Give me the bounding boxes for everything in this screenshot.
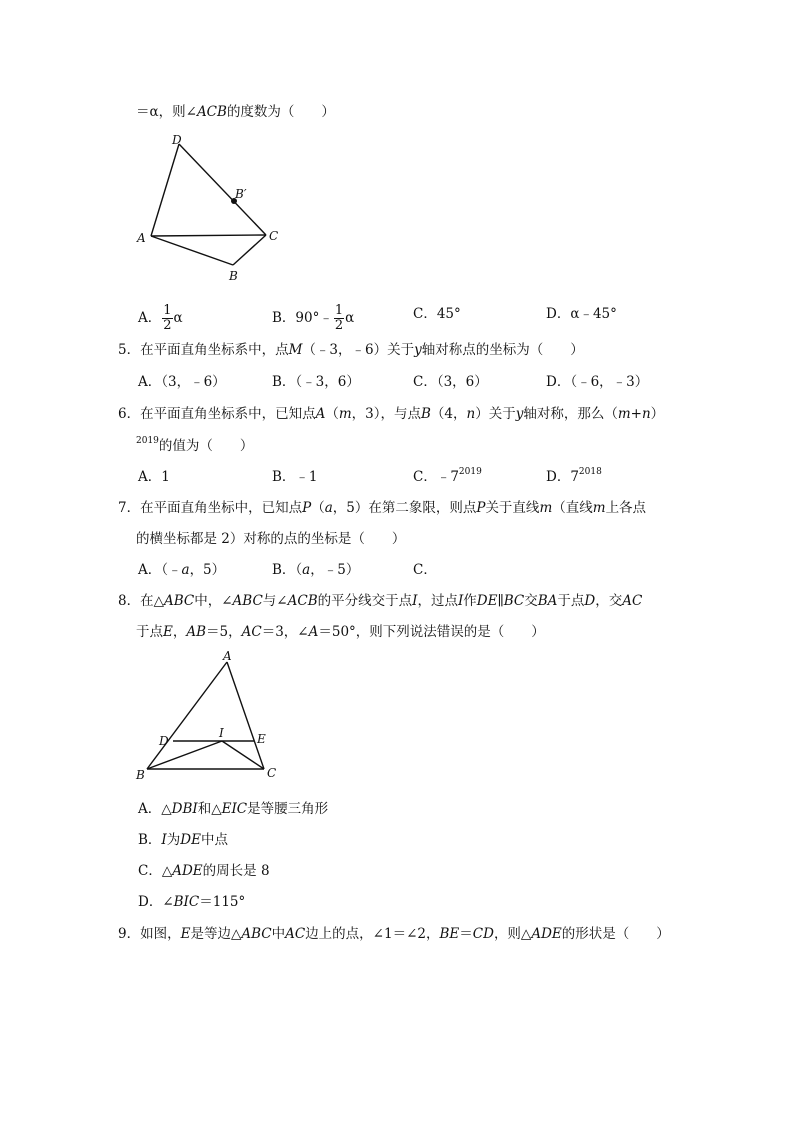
- q6-option-b[interactable]: B．﹣1: [272, 469, 318, 485]
- q5-option-c[interactable]: C．（3，6）: [413, 374, 488, 390]
- q8-option-a[interactable]: A．△DBI和△EIC是等腰三角形: [138, 801, 329, 817]
- q6-option-a[interactable]: A．1: [138, 469, 170, 485]
- q5-option-b[interactable]: B．（﹣3，6）: [272, 374, 360, 390]
- q5-option-a[interactable]: A．（3，﹣6）: [138, 374, 226, 390]
- q6-stem-line2: $^{2019}$的值为（ ）: [136, 436, 254, 454]
- q4-option-d[interactable]: D．α﹣45°: [546, 306, 617, 322]
- q8-label-E: E: [257, 732, 266, 746]
- q4-label-B: B: [229, 269, 238, 283]
- q6-option-d[interactable]: D．$7^{2018}$: [546, 467, 602, 485]
- q4-option-b-fraction: $\frac{1}{2}$: [334, 303, 344, 333]
- q8-side-AC: [227, 662, 264, 769]
- q8-label-C: C: [267, 766, 277, 780]
- q4-option-a-fraction: $\frac{1}{2}$: [163, 303, 172, 333]
- q9-stem: 9．如图，E是等边△ABC中AC边上的点，∠1＝∠2，BE＝CD，则△ADE的形状是（ ）: [118, 926, 670, 942]
- q4-side-AD: [151, 144, 179, 236]
- q7-option-c[interactable]: C．: [413, 562, 437, 578]
- q4-label-D: D: [172, 133, 182, 147]
- q7-option-b[interactable]: B．（a，﹣5）: [272, 562, 360, 578]
- q4-option-c[interactable]: C．45°: [413, 306, 461, 322]
- q8-label-B: B: [136, 768, 145, 782]
- q8-option-d[interactable]: D．∠BIC＝115°: [138, 894, 246, 910]
- q8-label-I: I: [219, 726, 224, 740]
- q4-side-DC: [179, 144, 266, 235]
- q7-stem-line1: 7．在平面直角坐标中，已知点P（a，5）在第二象限，则点P关于直线m（直线m上各点: [118, 500, 647, 516]
- q8-figure: [130, 650, 290, 790]
- q4-option-b[interactable]: B．90°﹣ $\frac{1}{2}$ α: [272, 303, 355, 333]
- q8-label-D: D: [159, 734, 169, 748]
- q4-figure: [130, 130, 290, 290]
- q4-side-AB: [151, 236, 233, 265]
- q4-label-C: C: [269, 229, 279, 243]
- q8-option-c[interactable]: C．△ADE的周长是 8: [138, 863, 270, 879]
- q8-option-b[interactable]: B．I为DE中点: [138, 832, 228, 848]
- q6-option-c[interactable]: C．$﹣7^{2019}$: [413, 467, 482, 485]
- q7-option-a[interactable]: A．（﹣a，5）: [138, 562, 226, 578]
- q4-side-BC: [233, 235, 266, 265]
- q6-stem-line1: 6．在平面直角坐标系中，已知点A（m，3），与点B（4，n）关于y轴对称，那么（m+n）: [118, 406, 665, 422]
- q5-stem: 5．在平面直角坐标系中，点M（﹣3，﹣6）关于y轴对称点的坐标为（ ）: [118, 342, 584, 358]
- q4-label-A: A: [137, 231, 146, 245]
- q8-stem-line2: 于点E，AB＝5，AC＝3，∠A＝50°，则下列说法错误的是（ ）: [136, 624, 545, 640]
- q5-option-d[interactable]: D．（﹣6，﹣3）: [546, 374, 649, 390]
- q4-stem: ＝α，则∠ACB的度数为（ ）: [136, 104, 335, 120]
- q7-stem-line2: 的横坐标都是 2）对称的点的坐标是（ ）: [136, 531, 406, 547]
- q8-label-A: A: [223, 649, 232, 663]
- q4-label-B-prime: B′: [235, 187, 247, 201]
- q4-option-a[interactable]: A． $\frac{1}{2}$ α: [138, 303, 183, 333]
- q8-side-AB: [147, 662, 227, 769]
- q4-side-AC: [151, 235, 266, 236]
- q8-stem-line1: 8．在△ABC中，∠ABC与∠ACB的平分线交于点I，过点I作DE∥BC交BA于点D，交AC: [118, 593, 643, 609]
